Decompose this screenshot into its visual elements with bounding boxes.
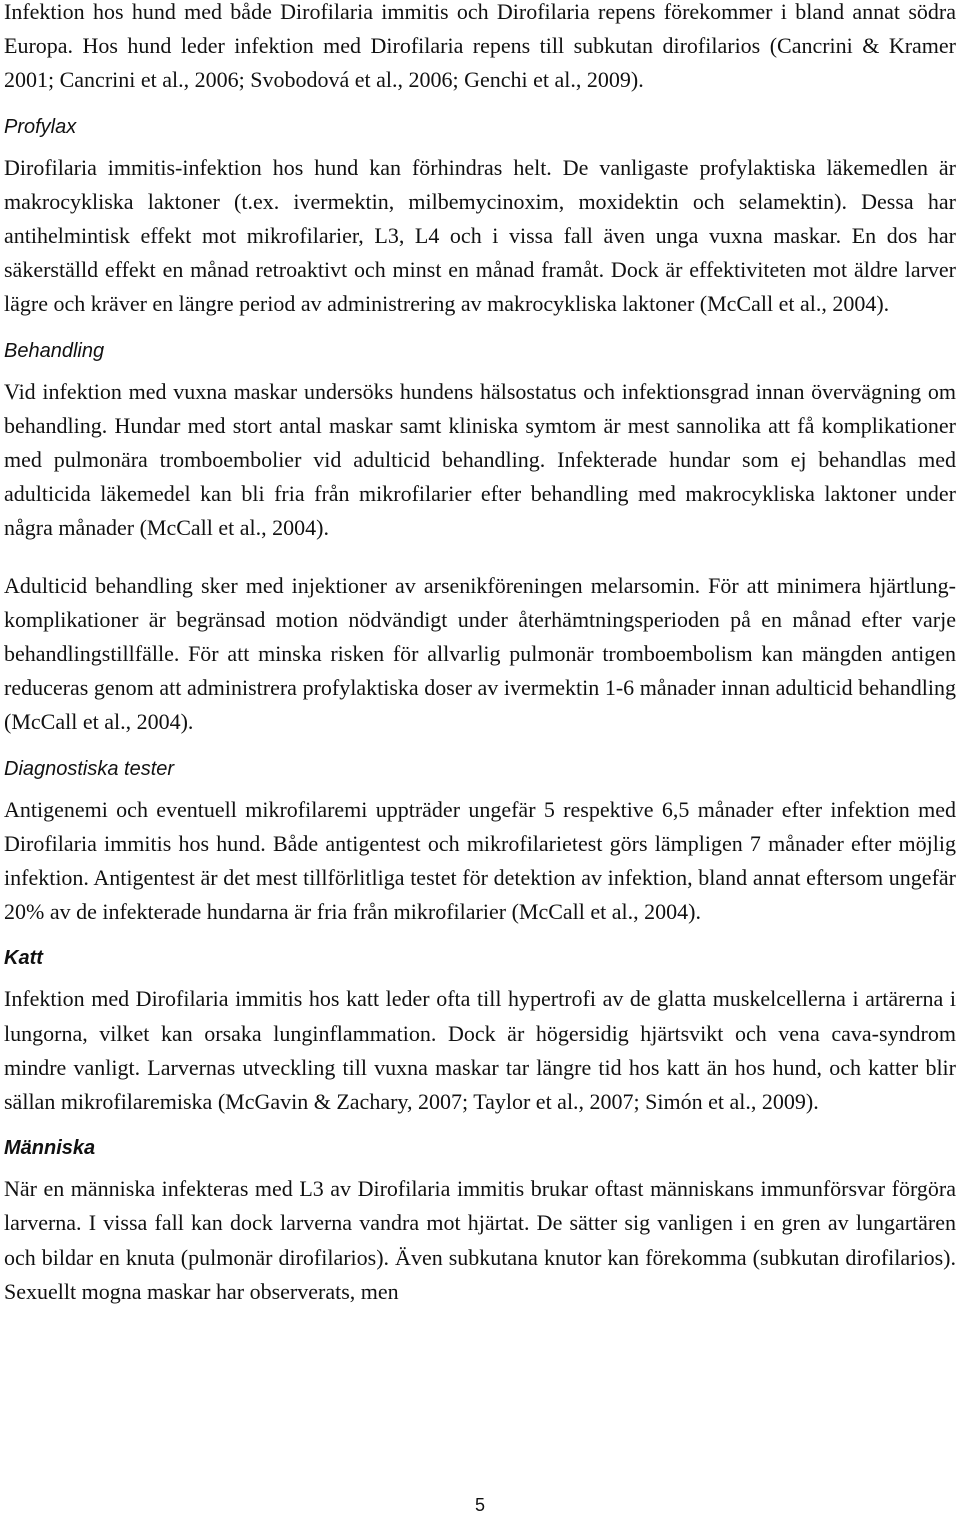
heading-manniska: Människa	[4, 1137, 96, 1160]
paragraph-katt: Infektion med Dirofilaria immitis hos katt leder ofta till hypertrofi av de glatta muskelcellerna i artärerna i lungorna, vilket kan orsaka lunginflammation. Dock är högersidig hjärtsvikt och vena cava-syndrom mindre vanligt. Larvernas utveckling till vuxna maskar tar längre tid hos katt än hos hund, och katter blir sällan mikrofilaremiska (McGavin & Zachary, 2007; Taylor et al., 2007; Simón et al., 2009).	[4, 986, 956, 1115]
paragraph-manniska: När en människa infekteras med L3 av Dirofilaria immitis brukar oftast människans immunförsvar förgöra larverna. I vissa fall kan dock larverna vandra mot hjärtat. De sätter sig vanligen i en gren av lungartären och bildar en knuta (pulmonär dirofilarios). Även subkutana knutor kan förekomma (subkutan dirofilarios). Sexuellt mogna maskar har observerats, men	[4, 1176, 956, 1304]
paragraph-behandling-2: Adulticid behandling sker med injektioner av arsenikföreningen melarsomin. För att minimera hjärtlung-komplikationer är begränsad motion nödvändigt under återhämtningsperioden på en månad efter varje behandlingstillfälle. För att minska risken för allvarlig pulmonär tromboembolism kan mängden antigen reduceras genom att administrera profylaktiska doser av ivermektin 1-6 månader innan adulticid behandling (McCall et al., 2004).	[4, 572, 956, 735]
paragraph-profylax: Dirofilaria immitis-infektion hos hund kan förhindras helt. De vanligaste profylaktiska läkemedlen är makrocykliska laktoner (t.ex. ivermektin, milbemycinoxim, moxidektin och selamektin). Dessa har antihelmintisk effekt mot mikrofilarier, L3, L4 och i vissa fall även unga vuxna maskar. En dos har säkerställd effekt en månad retroaktivt och minst en månad framåt. Dock är effektiviteten mot äldre larver lägre och kräver en längre period av administrering av makrocykliska laktoner (McCall et al., 2004).	[4, 154, 956, 317]
paragraph-behandling-1: Vid infektion med vuxna maskar undersöks hundens hälsostatus och infektionsgrad innan övervägning om behandling. Hundar med stort antal maskar samt kliniska symtom är mest sannolika att få komplikationer med pulmonära tromboembolier vid adulticid behandling. Infekterade hundar som ej behandlas med adulticida läkemedel kan bli fria från mikrofilarier efter behandling med makrocykliska laktoner under några månader (McCall et al., 2004).	[4, 378, 956, 541]
paragraph-diagnostik: Antigenemi och eventuell mikrofilaremi uppträder ungefär 5 respektive 6,5 månader efter infektion med Dirofilaria immitis hos hund. Både antigentest och mikrofilarietest görs lämpligen 7 månader efter möjlig infektion. Antigentest är det mest tillförlitliga testet för detektion av infektion, bland annat eftersom ungefär 20% av de infekterade hundarna är fria från mikrofilarier (McCall et al., 2004).	[4, 796, 956, 925]
page-number: 5	[474, 1495, 485, 1515]
heading-diagnostiska-tester: Diagnostiska tester	[4, 757, 175, 780]
document-body	[4, 0, 956, 1309]
heading-katt: Katt	[4, 947, 43, 970]
heading-profylax: Profylax	[4, 115, 77, 138]
heading-behandling: Behandling	[4, 339, 105, 362]
paragraph-intro: Infektion hos hund med både Dirofilaria immitis och Dirofilaria repens förekommer i bland annat södra Europa. Hos hund leder infektion med Dirofilaria repens till subkutan dirofilarios (Cancrini & Kramer 2001; Cancrini et al., 2006; Svobodová et al., 2006; Genchi et al., 2009).	[4, 0, 956, 93]
